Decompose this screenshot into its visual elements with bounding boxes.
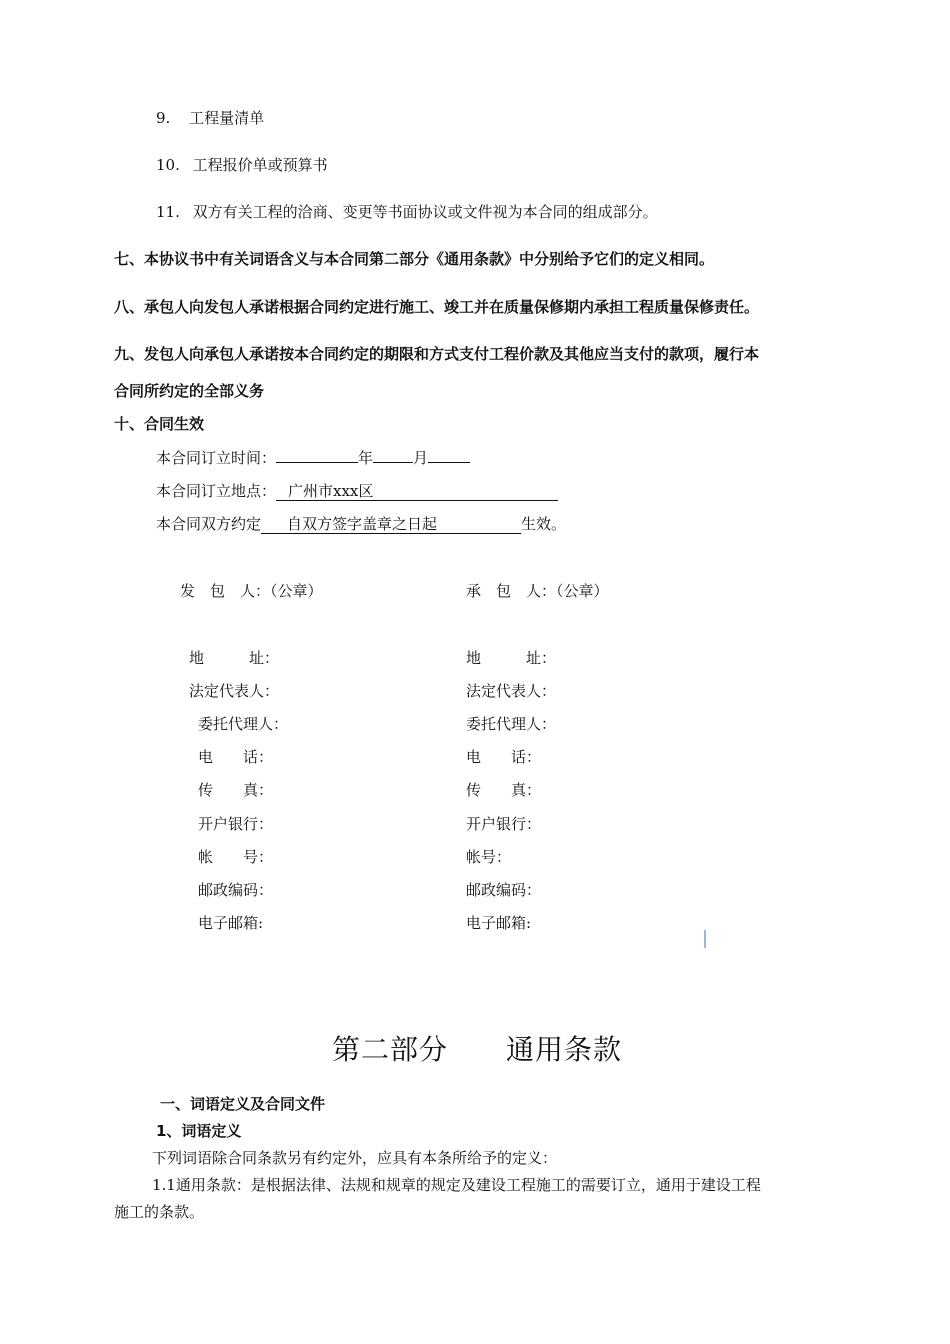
contractor-field-bank: 开户银行： [466,815,542,833]
definition-line2: 施工的条款。 [114,1203,205,1221]
employer-field-account: 帐 号： [198,848,274,866]
list-text: 工程报价单或预算书 [192,156,328,174]
list-number: 9. [156,109,171,127]
text-cursor [704,930,706,948]
contractor-field-legal-rep: 法定代表人： [466,682,557,700]
place-value [276,483,558,501]
list-number: 11. [156,203,180,221]
agree-label: 本合同双方约定 [156,515,262,533]
year-label: 年 [358,449,374,467]
contractor-field-postcode: 邮政编码： [466,881,542,899]
employer-field-fax: 传 真： [198,781,274,799]
list-item [156,154,328,175]
employer-field-postcode: 邮政编码： [198,881,274,899]
employer-field-agent: 委托代理人： [198,715,289,733]
employer-label: 发 包 人：（公章） [180,582,323,600]
month-label: 月 [413,449,429,467]
contractor-field-email: 电子邮箱: [466,914,532,932]
contractor-field-fax: 传 真： [466,781,542,799]
contract-date-line [156,447,470,468]
contractor-field-agent: 委托代理人： [466,715,557,733]
contractor-label: 承 包 人：（公章） [466,582,609,600]
date-label: 本合同订立时间： [156,449,277,467]
date-blank [276,462,358,463]
agree-value [261,516,521,534]
clause-ten-heading: 十、合同生效 [114,415,205,433]
employer-field-legal-rep: 法定代表人： [189,682,280,700]
employer-field-phone: 电 话： [198,748,274,766]
list-number: 10. [156,156,180,174]
contractor-field-account: 帐号： [466,848,512,866]
year-blank [373,462,413,463]
place-label: 本合同订立地点： [156,482,277,500]
clause-nine-line2: 合同所约定的全部义务 [114,382,265,400]
agree-tail: 生效。 [521,515,567,533]
section-heading: 一、词语定义及合同文件 [160,1095,326,1113]
intro-paragraph: 下列词语除合同条款另有约定外，应具有本条所给予的定义： [152,1149,558,1167]
contractor-field-phone: 电 话： [466,748,542,766]
month-blank [428,462,470,463]
list-item [156,201,658,222]
clause-seven: 七、本协议书中有关词语含义与本合同第二部分《通用条款》中分别给予它们的定义相同。 [114,250,715,268]
subsection-heading: 1、词语定义 [156,1122,242,1140]
employer-field-address: 地 址： [189,649,280,667]
definition-line1: 1.1通用条款：是根据法律、法规和规章的规定及建设工程施工的需要订立，通用于建设工程 [152,1176,761,1194]
place-text: 广州市xxx区 [288,482,374,500]
list-text: 工程量清单 [189,109,265,127]
employer-field-email: 电子邮箱: [198,914,264,932]
contract-place-line [156,480,558,501]
list-text: 双方有关工程的洽商、变更等书面协议或文件视为本合同的组成部分。 [192,203,658,221]
clause-eight: 八、承包人向发包人承诺根据合同约定进行施工、竣工并在质量保修期内承担工程质量保修责任。 [114,298,760,316]
agree-text: 自双方签字盖章之日起 [287,515,438,533]
contract-agree-line [156,513,566,534]
list-item [156,107,264,128]
clause-nine-line1: 九、发包人向承包人承诺按本合同约定的期限和方式支付工程价款及其他应当支付的款项，履行本 [114,345,760,363]
contractor-field-address: 地 址： [466,649,557,667]
employer-field-bank: 开户银行： [198,815,274,833]
part-two-title: 第二部分 通用条款 [332,1033,623,1066]
